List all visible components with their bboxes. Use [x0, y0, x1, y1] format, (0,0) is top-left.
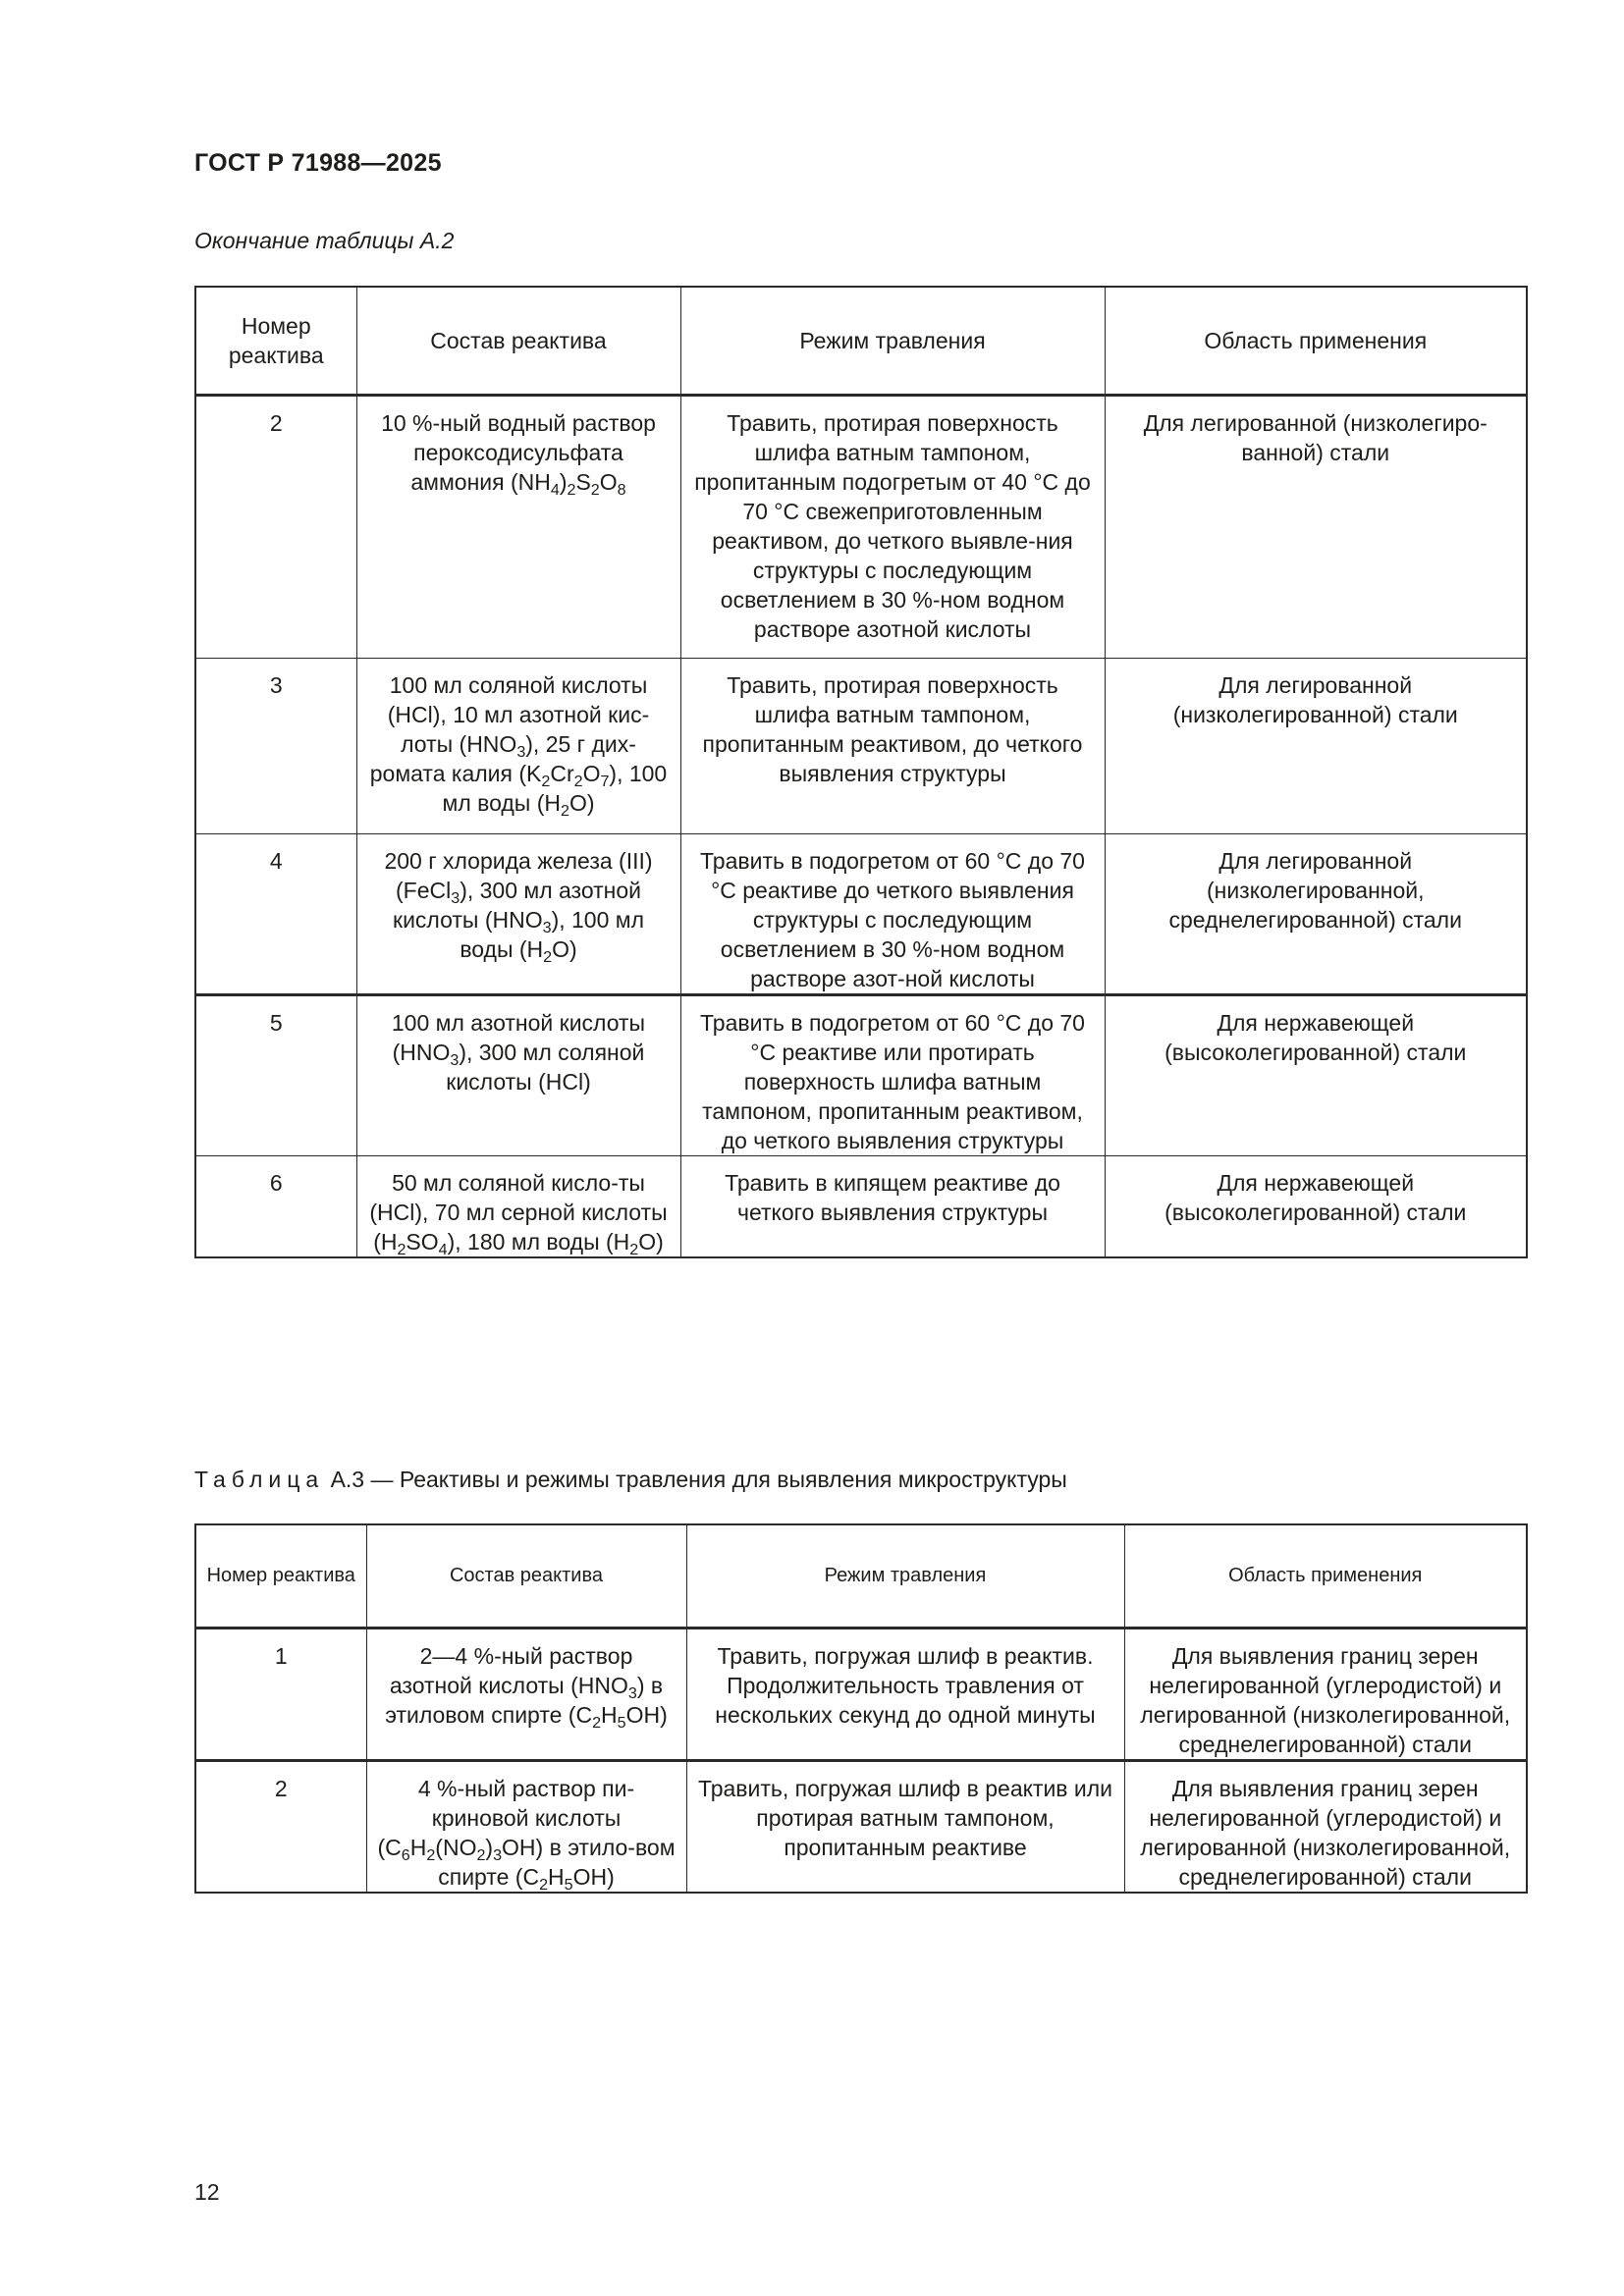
- cell-composition: 200 г хлорида железа (III) (FeCl$_3$), 300 мл азотной кислоты $(HNO_3)$, 100 мл воды $(H_2O)$: [356, 834, 680, 995]
- cell-mode: Травить, погружая шлиф в реактив. Продолжительность травления от нескольких секунд до одной минуты: [686, 1629, 1124, 1761]
- table-a3-caption: Таблица А.3 — Реактивы и режимы травления для выявления микроструктуры: [194, 1467, 1067, 1492]
- document-id: ГОСТ Р 71988—2025: [194, 149, 442, 177]
- table-row: [195, 1629, 1527, 1761]
- cell-composition: 100 мл азотной кислоты $(HNO_3)$, 300 мл соляной кислоты (HCl): [356, 995, 680, 1156]
- table-a2: [194, 286, 1528, 1258]
- cell-application: Для легированной (низколегиро-ванной) стали: [1105, 396, 1527, 659]
- cell-mode: Травить в подогретом от 60 °С до 70 °С реактиве до четкого выявления структуры с последующим осветлением в 30 %-ном водном растворе азот-ной кислоты: [680, 834, 1105, 995]
- table-header-row: [195, 287, 1527, 396]
- column-header-application: Область применения: [1105, 287, 1527, 396]
- column-header-number: Номер реактива: [195, 1524, 366, 1629]
- cell-number: 1: [195, 1629, 366, 1761]
- cell-composition: 2—4 %-ный раствор азотной кислоты $(HNO_3)$ в этиловом спирте $(C_2H_5OH)$: [366, 1629, 686, 1761]
- cell-application: Для легированной (низколегированной) стали: [1105, 659, 1527, 834]
- column-header-composition: Состав реактива: [366, 1524, 686, 1629]
- cell-mode: Травить в кипящем реактиве до четкого выявления структуры: [680, 1156, 1105, 1258]
- cell-number: 2: [195, 1761, 366, 1894]
- table-a3: [194, 1523, 1528, 1894]
- column-header-mode: Режим травления: [686, 1524, 1124, 1629]
- cell-application: Для выявления границ зерен нелегированной (углеродистой) и легированной (низколегированной, среднелегированной) стали: [1124, 1629, 1527, 1761]
- cell-number: 4: [195, 834, 356, 995]
- cell-mode: Травить, погружая шлиф в реактив или протирая ватным тампоном, пропитанным реактиве: [686, 1761, 1124, 1894]
- column-header-composition: Состав реактива: [356, 287, 680, 396]
- cell-number: 2: [195, 396, 356, 659]
- table-row: [195, 659, 1527, 834]
- cell-number: 5: [195, 995, 356, 1156]
- cell-mode: Травить, протирая поверхность шлифа ватным тампоном, пропитанным реактивом, до четкого выявления структуры: [680, 659, 1105, 834]
- table-row: [195, 396, 1527, 659]
- cell-mode: Травить в подогретом от 60 °С до 70 °С реактиве или протирать поверхность шлифа ватным тампоном, пропитанным реактивом, до четкого выявления структуры: [680, 995, 1105, 1156]
- table-header-row: [195, 1524, 1527, 1629]
- table-row: [195, 834, 1527, 995]
- table-row: [195, 1156, 1527, 1258]
- cell-number: 3: [195, 659, 356, 834]
- table-row: [195, 1761, 1527, 1894]
- column-header-mode: Режим травления: [680, 287, 1105, 396]
- cell-application: Для выявления границ зерен нелегированной (углеродистой) и легированной (низколегированной, среднелегированной) стали: [1124, 1761, 1527, 1894]
- cell-application: Для легированной (низколегированной, среднелегированной) стали: [1105, 834, 1527, 995]
- cell-mode: Травить, протирая поверхность шлифа ватным тампоном, пропитанным подогретым от 40 °С до 70 °С свежеприготовленным реактивом, до четкого выявле-ния структуры с последующим осветлением в 30 %-ном водном растворе азотной кислоты: [680, 396, 1105, 659]
- cell-application: Для нержавеющей (высоколегированной) стали: [1105, 995, 1527, 1156]
- column-header-application: Область применения: [1124, 1524, 1527, 1629]
- table-continuation-label: Окончание таблицы А.2: [194, 228, 455, 253]
- cell-composition: 50 мл соляной кисло-ты (HCl), 70 мл серной кислоты $(H_2SO_4)$, 180 мл воды $(H_2O)$: [356, 1156, 680, 1258]
- column-header-number: Номер реактива: [195, 287, 356, 396]
- cell-composition: 10 %-ный водный раствор пероксодисульфата аммония $(NH_4)_2S_2O_8$: [356, 396, 680, 659]
- cell-composition: 100 мл соляной кислоты (HCl), 10 мл азотной кис-лоты $(HNO_3)$, 25 г дих-ромата калия $(K_2Cr_2O_7)$, 100 мл воды $(H_2O)$: [356, 659, 680, 834]
- table-row: [195, 995, 1527, 1156]
- cell-composition: 4 %-ный раствор пи-криновой кислоты $(C_6H_2(NO_2)_3OH)$ в этило-вом спирте $(C_2H_5OH)$: [366, 1761, 686, 1894]
- cell-application: Для нержавеющей (высоколегированной) стали: [1105, 1156, 1527, 1258]
- page-number: 12: [194, 2179, 220, 2205]
- cell-number: 6: [195, 1156, 356, 1258]
